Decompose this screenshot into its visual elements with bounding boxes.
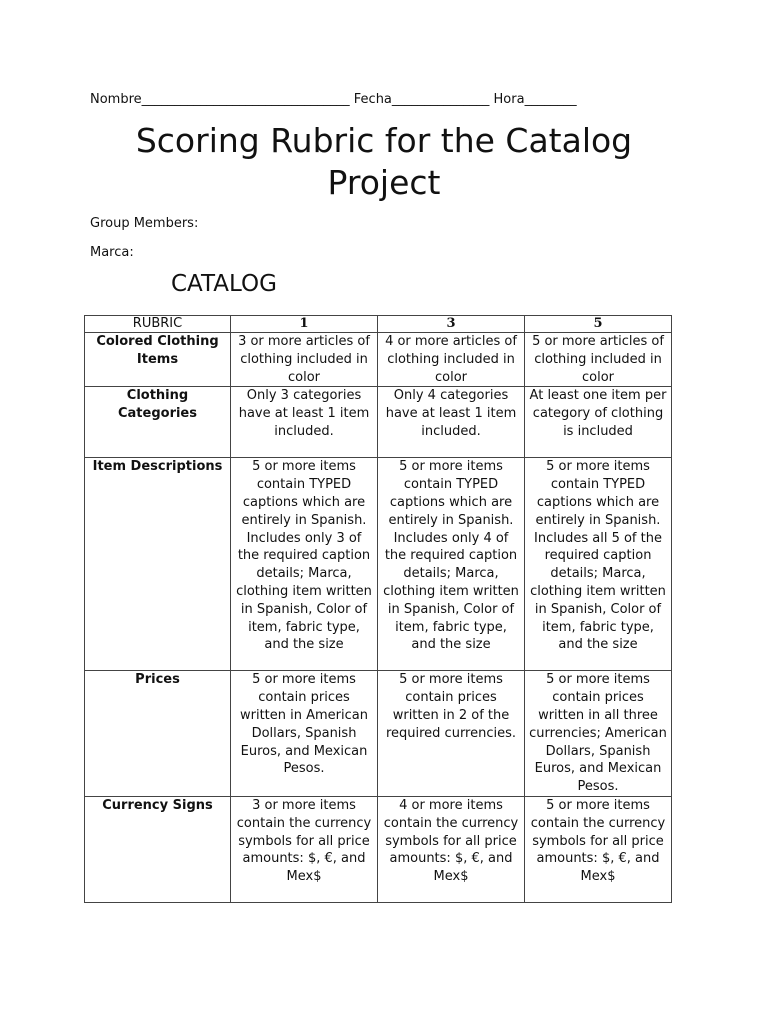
- score-cell: Only 3 categories have at least 1 item included.: [231, 387, 378, 458]
- score-cell: 4 or more articles of clothing included in color: [378, 333, 525, 387]
- rubric-row: [85, 796, 672, 902]
- score-cell: Only 4 categories have at least 1 item included.: [378, 387, 525, 458]
- page-title: Scoring Rubric for the Catalog Project: [135, 121, 633, 202]
- rubric-row: [85, 387, 672, 458]
- rubric-header-row: [85, 316, 672, 333]
- score-cell: 5 or more items contain prices written in all three currencies; American Dollars, Spanish Euros, and Mexican Pesos.: [525, 671, 672, 797]
- score-cell: 5 or more items contain TYPED captions which are entirely in Spanish. Includes all 5 of the required caption details; Marca, clothing item written in Spanish, Color of item, fabric type, and the size: [525, 458, 672, 671]
- name-date-time-line: Nombre________________________________ Fecha_______________ Hora________: [90, 92, 577, 107]
- marca-label: Marca:: [90, 245, 134, 260]
- score-cell: 5 or more items contain the currency symbols for all price amounts: $, €, and Mex$: [525, 796, 672, 902]
- score-cell: 5 or more items contain prices written in American Dollars, Spanish Euros, and Mexican Pesos.: [231, 671, 378, 797]
- score-cell: 3 or more articles of clothing included in color: [231, 333, 378, 387]
- section-title: CATALOG: [171, 271, 277, 297]
- rubric-row: [85, 458, 672, 671]
- rubric-header-score-3: 3: [378, 316, 525, 333]
- score-cell: 5 or more items contain prices written in 2 of the required currencies.: [378, 671, 525, 797]
- rubric-header-criterion: RUBRIC: [85, 316, 231, 333]
- rubric-header-score-5: 5: [525, 316, 672, 333]
- score-cell: 5 or more articles of clothing included in color: [525, 333, 672, 387]
- group-members-label: Group Members:: [90, 216, 199, 231]
- criterion-cell: Prices: [85, 671, 231, 797]
- criterion-cell: Currency Signs: [85, 796, 231, 902]
- criterion-cell: Item Descriptions: [85, 458, 231, 671]
- rubric-table: [84, 315, 672, 903]
- score-cell: At least one item per category of clothing is included: [525, 387, 672, 458]
- criterion-cell: Clothing Categories: [85, 387, 231, 458]
- score-cell: 4 or more items contain the currency symbols for all price amounts: $, €, and Mex$: [378, 796, 525, 902]
- rubric-row: [85, 333, 672, 387]
- rubric-row: [85, 671, 672, 797]
- rubric-header-score-1: 1: [231, 316, 378, 333]
- score-cell: 5 or more items contain TYPED captions which are entirely in Spanish. Includes only 4 of the required caption details; Marca, clothing item written in Spanish, Color of item, fabric type, and the size: [378, 458, 525, 671]
- criterion-cell: Colored Clothing Items: [85, 333, 231, 387]
- score-cell: 5 or more items contain TYPED captions which are entirely in Spanish. Includes only 3 of the required caption details; Marca, clothing item written in Spanish, Color of item, fabric type, and the size: [231, 458, 378, 671]
- score-cell: 3 or more items contain the currency symbols for all price amounts: $, €, and Mex$: [231, 796, 378, 902]
